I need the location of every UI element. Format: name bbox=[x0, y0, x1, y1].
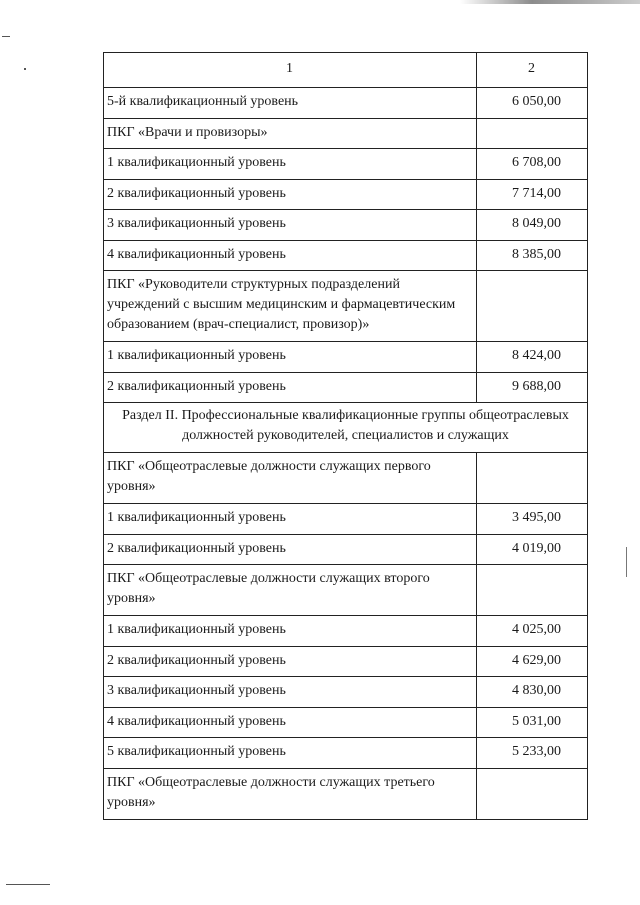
group-label: ПКГ «Общеотраслевые должности служащих третьего уровня» bbox=[104, 769, 477, 820]
table-row bbox=[104, 535, 588, 565]
row-value bbox=[477, 453, 588, 504]
row-value: 3 495,00 bbox=[477, 504, 588, 535]
section-heading: Раздел II. Профессиональные квалификационные группы общеотраслевых должностей руководителей, специалистов и служащих bbox=[104, 403, 588, 453]
group-row bbox=[104, 271, 588, 342]
table-row bbox=[104, 616, 588, 647]
row-value: 4 025,00 bbox=[477, 616, 588, 647]
column-header-2: 2 bbox=[477, 53, 588, 88]
row-value: 8 049,00 bbox=[477, 210, 588, 241]
row-label: 2 квалификационный уровень bbox=[104, 373, 477, 403]
group-label: ПКГ «Врачи и провизоры» bbox=[104, 119, 477, 149]
table-row bbox=[104, 241, 588, 271]
row-value bbox=[477, 565, 588, 616]
row-label: 2 квалификационный уровень bbox=[104, 647, 477, 677]
row-value: 9 688,00 bbox=[477, 373, 588, 403]
table-row bbox=[104, 373, 588, 403]
row-value: 8 385,00 bbox=[477, 241, 588, 271]
row-label: 5 квалификационный уровень bbox=[104, 738, 477, 769]
salary-table-page bbox=[103, 52, 587, 820]
table-row bbox=[104, 504, 588, 535]
row-value: 4 629,00 bbox=[477, 647, 588, 677]
section-heading-row bbox=[104, 403, 588, 453]
row-value bbox=[477, 271, 588, 342]
group-label: ПКГ «Руководители структурных подразделений учреждений с высшим медицинским и фармацевтическим образованием (врач-специалист, провизор)» bbox=[104, 271, 477, 342]
scan-edge bbox=[460, 0, 640, 4]
table-header-row bbox=[104, 53, 588, 88]
scan-speck bbox=[24, 68, 26, 70]
row-value bbox=[477, 119, 588, 149]
row-label: 5-й квалификационный уровень bbox=[104, 88, 477, 119]
salary-table bbox=[103, 52, 588, 820]
table-row bbox=[104, 210, 588, 241]
table-row bbox=[104, 342, 588, 373]
column-header-1: 1 bbox=[104, 53, 477, 88]
group-row bbox=[104, 769, 588, 820]
row-value: 6 708,00 bbox=[477, 149, 588, 180]
table-row bbox=[104, 738, 588, 769]
table-row bbox=[104, 180, 588, 210]
row-label: 3 квалификационный уровень bbox=[104, 677, 477, 708]
row-value: 5 233,00 bbox=[477, 738, 588, 769]
table-row bbox=[104, 149, 588, 180]
row-value bbox=[477, 769, 588, 820]
row-label: 4 квалификационный уровень bbox=[104, 708, 477, 738]
group-label: ПКГ «Общеотраслевые должности служащих второго уровня» bbox=[104, 565, 477, 616]
scan-speck bbox=[2, 36, 10, 37]
group-row bbox=[104, 119, 588, 149]
scan-speck bbox=[6, 884, 50, 885]
row-label: 1 квалификационный уровень bbox=[104, 149, 477, 180]
row-label: 3 квалификационный уровень bbox=[104, 210, 477, 241]
row-value: 8 424,00 bbox=[477, 342, 588, 373]
row-value: 4 830,00 bbox=[477, 677, 588, 708]
table-row bbox=[104, 708, 588, 738]
group-row bbox=[104, 565, 588, 616]
table-row bbox=[104, 647, 588, 677]
row-label: 1 квалификационный уровень bbox=[104, 504, 477, 535]
row-label: 1 квалификационный уровень bbox=[104, 342, 477, 373]
table-row bbox=[104, 677, 588, 708]
row-value: 7 714,00 bbox=[477, 180, 588, 210]
row-value: 5 031,00 bbox=[477, 708, 588, 738]
row-value: 4 019,00 bbox=[477, 535, 588, 565]
row-label: 1 квалификационный уровень bbox=[104, 616, 477, 647]
row-label: 4 квалификационный уровень bbox=[104, 241, 477, 271]
scan-speck bbox=[626, 547, 627, 577]
row-value: 6 050,00 bbox=[477, 88, 588, 119]
group-label: ПКГ «Общеотраслевые должности служащих первого уровня» bbox=[104, 453, 477, 504]
table-row bbox=[104, 88, 588, 119]
group-row bbox=[104, 453, 588, 504]
row-label: 2 квалификационный уровень bbox=[104, 535, 477, 565]
row-label: 2 квалификационный уровень bbox=[104, 180, 477, 210]
